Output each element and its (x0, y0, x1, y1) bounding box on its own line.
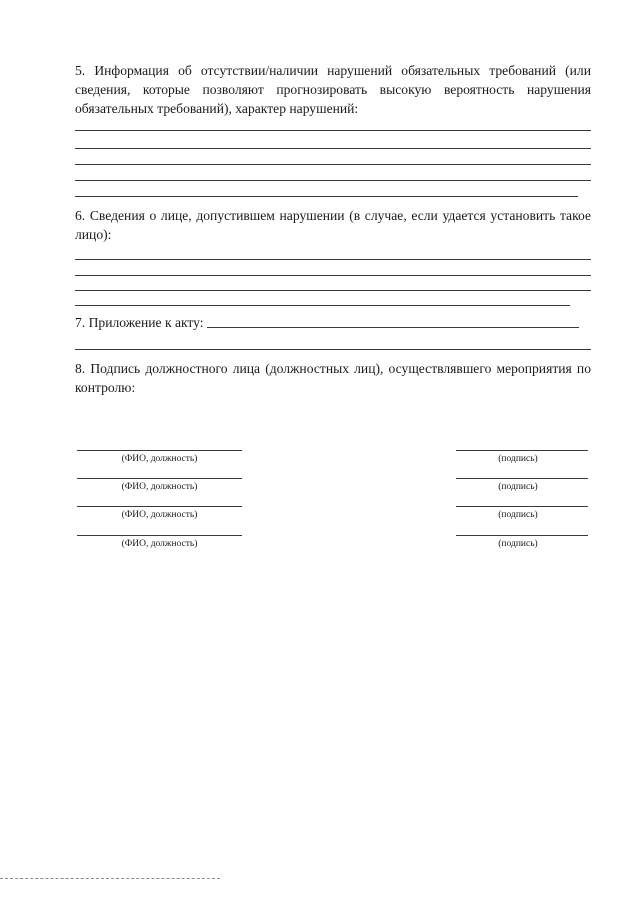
signature-line[interactable] (456, 450, 588, 451)
signature-caption: (подпись) (498, 539, 538, 549)
page-footer-divider (0, 878, 220, 879)
name-position-caption: (ФИО, должность) (121, 539, 198, 549)
section-5-blank-line[interactable] (75, 196, 578, 197)
signature-caption: (подпись) (498, 454, 538, 464)
section-6-blank-line[interactable] (75, 305, 570, 306)
signature-line[interactable] (456, 478, 588, 479)
section-7-label: 7. Приложение к акту: (75, 315, 204, 330)
section-5-blank-line[interactable] (75, 180, 591, 181)
section-5-blank-line[interactable] (75, 164, 591, 165)
signature-line[interactable] (456, 506, 588, 507)
signature-line[interactable] (456, 535, 588, 536)
name-position-line[interactable] (77, 535, 242, 536)
section-5-blank-line[interactable] (75, 130, 591, 131)
section-6-blank-line[interactable] (75, 290, 591, 291)
name-position-line[interactable] (77, 450, 242, 451)
section-7-extra-line[interactable] (75, 349, 591, 350)
name-position-line[interactable] (77, 506, 242, 507)
section-6-text: 6. Сведения о лице, допустившем нарушении (в случае, если удается установить такое лицо): (75, 208, 591, 242)
name-position-caption: (ФИО, должность) (121, 454, 198, 464)
name-position-caption: (ФИО, должность) (121, 510, 198, 520)
section-5-text: 5. Информация об отсутствии/наличии нарушений обязательных требований (или сведения, которые позволяют прогнозировать высокую вероятность нарушения обязательных требований), характер нарушений: (75, 63, 591, 116)
signature-caption: (подпись) (498, 482, 538, 492)
section-8-text: 8. Подпись должностного лица (должностных лиц), осуществлявшего мероприятия по контролю: (75, 361, 591, 395)
section-6-blank-line[interactable] (75, 259, 591, 260)
signature-caption: (подпись) (498, 510, 538, 520)
name-position-line[interactable] (77, 478, 242, 479)
name-position-caption: (ФИО, должность) (121, 482, 198, 492)
section-5-blank-line[interactable] (75, 148, 591, 149)
section-6-blank-line[interactable] (75, 275, 591, 276)
section-7-blank-line[interactable] (207, 327, 579, 328)
